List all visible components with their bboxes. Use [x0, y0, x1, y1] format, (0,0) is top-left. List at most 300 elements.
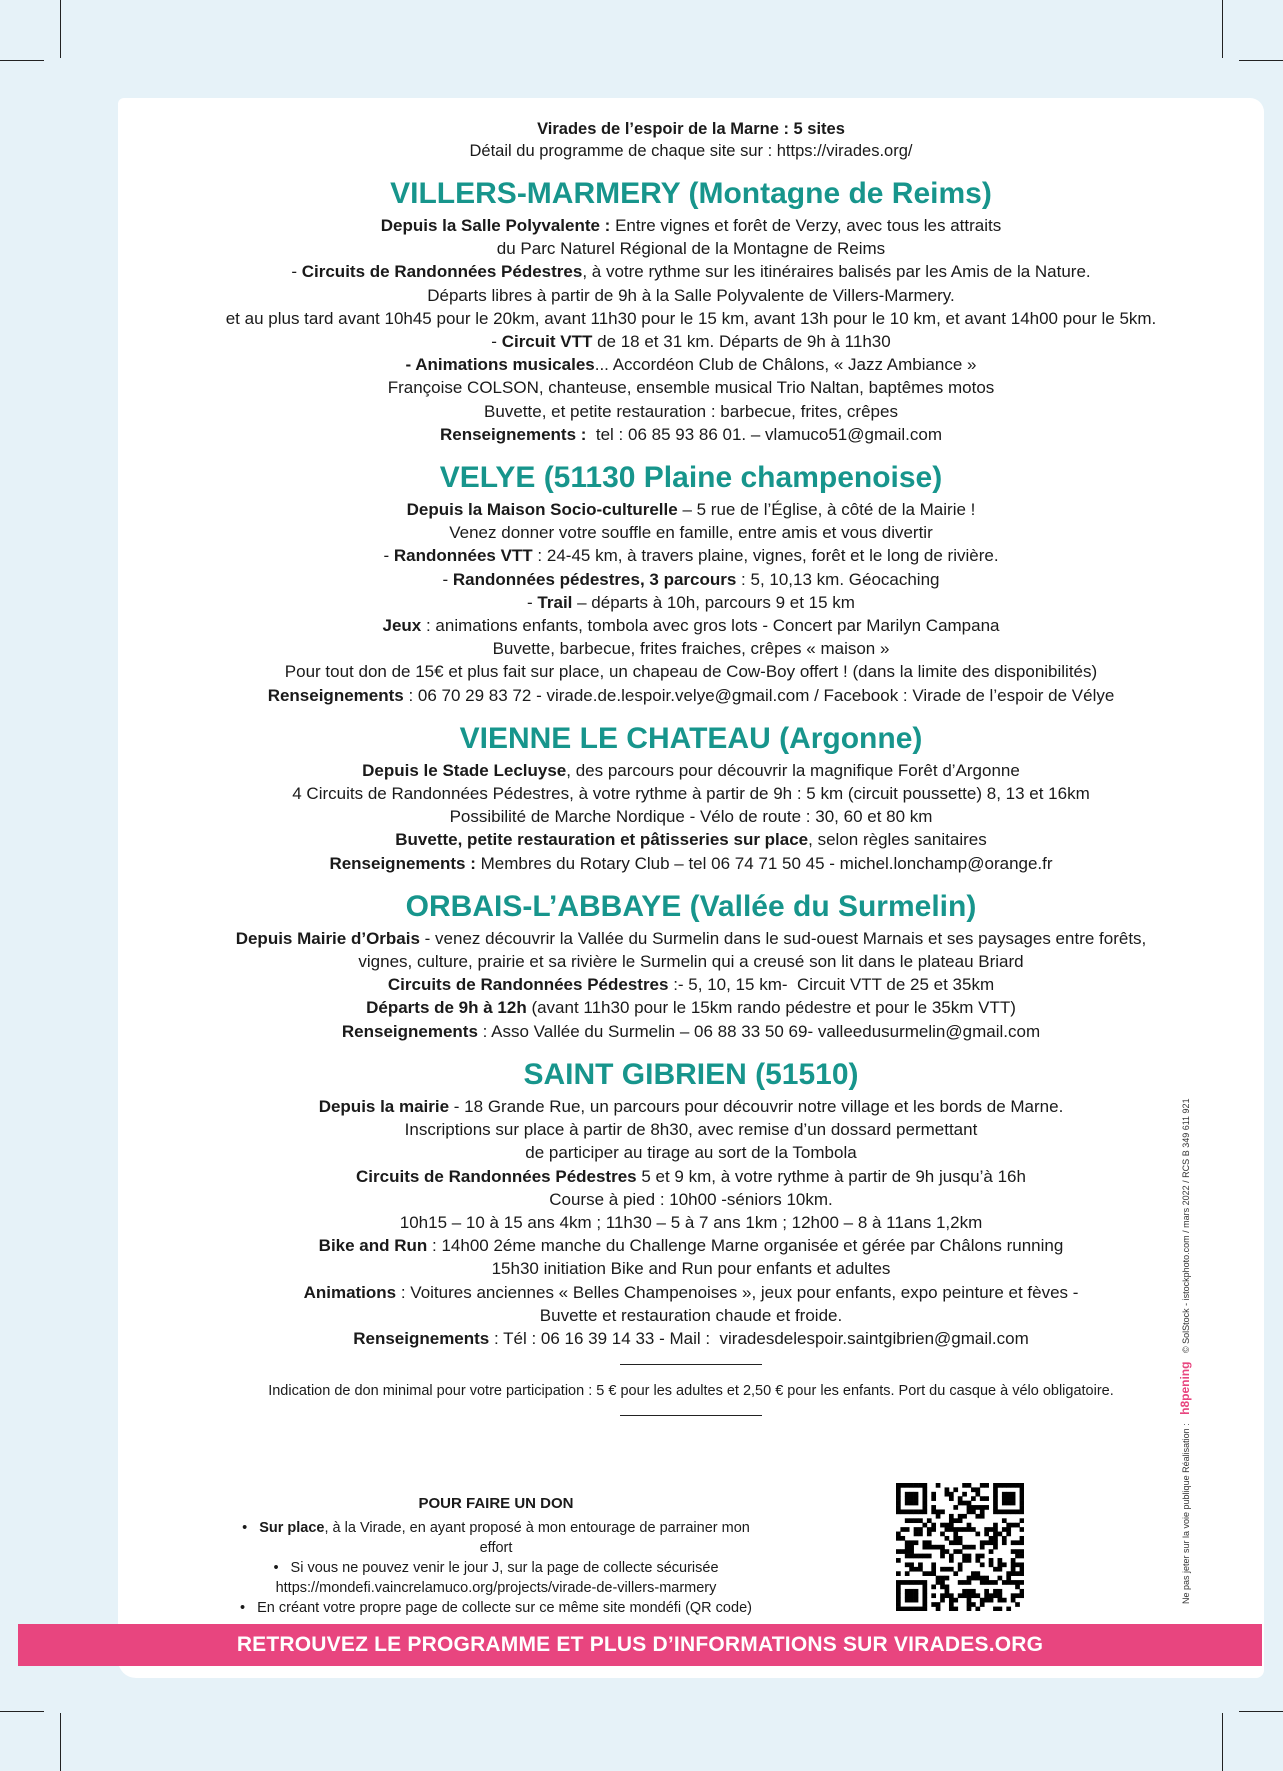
qr-module — [936, 1607, 941, 1611]
qr-module — [962, 1527, 967, 1532]
qr-module — [971, 1593, 976, 1598]
intro-heading: Virades de l’espoir de la Marne : 5 sites — [537, 120, 845, 138]
line-text: Buvette, barbecue, frites fraiches, crêpes « maison » — [492, 639, 890, 659]
line-text: : 24-45 km, à travers plaine, vignes, forêt et le long de rivière. — [532, 546, 999, 566]
qr-module — [1006, 1576, 1011, 1581]
qr-module — [967, 1483, 972, 1488]
qr-module — [922, 1501, 927, 1506]
qr-module — [909, 1607, 914, 1611]
site-line — [128, 1257, 1254, 1280]
qr-module — [1015, 1571, 1020, 1576]
qr-module — [922, 1571, 927, 1576]
crop-mark — [1222, 0, 1223, 58]
divider — [620, 1364, 762, 1365]
qr-module — [984, 1593, 989, 1598]
qr-module — [922, 1589, 927, 1594]
qr-module — [1015, 1602, 1020, 1607]
crop-mark — [1222, 1713, 1223, 1771]
qr-module — [909, 1501, 914, 1506]
qr-module — [980, 1598, 985, 1603]
qr-module — [1015, 1549, 1020, 1554]
qr-module — [914, 1540, 919, 1545]
banner-text: RETROUVEZ LE PROGRAMME ET PLUS D’INFORMATIONS SUR VIRADES.ORG — [236, 1633, 1044, 1656]
line-label: Circuits de Randonnées Pédestres — [301, 262, 583, 282]
qr-module — [953, 1536, 958, 1541]
qr-module — [900, 1607, 905, 1611]
qr-module — [927, 1540, 932, 1545]
qr-module — [989, 1593, 994, 1598]
qr-module — [896, 1487, 901, 1492]
qr-module — [1020, 1487, 1024, 1492]
qr-module — [1011, 1509, 1016, 1514]
qr-module — [971, 1589, 976, 1594]
donation-note: Indication de don minimal pour votre participation : 5 € pour les adultes et 2,50 € pour les enfants. Port du casque à vélo obligatoire. — [268, 1383, 1114, 1400]
crop-mark — [1239, 1711, 1283, 1712]
qr-module — [1011, 1549, 1016, 1554]
qr-module — [975, 1593, 980, 1598]
qr-module — [958, 1536, 963, 1541]
qr-module — [949, 1554, 954, 1559]
qr-module — [909, 1598, 914, 1603]
qr-module — [909, 1509, 914, 1514]
line-text: 10h15 – 10 à 15 ans 4km ; 11h30 – 5 à 7 ans 1km ; 12h00 – 8 à 11ans 1,2km — [399, 1212, 983, 1232]
qr-module — [953, 1487, 958, 1492]
qr-module — [980, 1580, 985, 1585]
qr-module — [914, 1532, 919, 1537]
qr-module — [962, 1483, 967, 1488]
sites-list — [128, 176, 1254, 1350]
line-label: Animations — [303, 1282, 397, 1302]
line-label: Depuis le Stade Lecluyse — [362, 760, 567, 780]
crop-mark — [1239, 60, 1283, 61]
qr-module — [896, 1585, 901, 1590]
qr-module — [945, 1527, 950, 1532]
qr-module — [962, 1554, 967, 1559]
qr-module — [945, 1576, 950, 1581]
qr-module — [998, 1558, 1003, 1563]
qr-module — [896, 1536, 901, 1541]
qr-module — [940, 1549, 945, 1554]
qr-module — [914, 1527, 919, 1532]
qr-module — [940, 1509, 945, 1514]
qr-module — [971, 1487, 976, 1492]
line-label: Depuis la Maison Socio-culturelle — [406, 500, 678, 520]
qr-module — [993, 1545, 998, 1550]
qr-module — [922, 1554, 927, 1559]
qr-module — [945, 1492, 950, 1497]
qr-module — [914, 1483, 919, 1488]
crop-mark — [0, 1711, 44, 1712]
line-text: et au plus tard avant 10h45 pour le 20km, avant 11h30 pour le 15 km, avant 13h pour le 10 km, et avant 14h00 pour le 5km. — [225, 308, 1157, 328]
line-label: Depuis la mairie — [318, 1096, 450, 1116]
qr-module — [1011, 1593, 1016, 1598]
qr-module — [958, 1514, 963, 1519]
line-text: :- 5, 10, 15 km- Circuit VTT de 25 et 35km — [668, 975, 995, 995]
qr-module — [953, 1598, 958, 1603]
qr-module — [927, 1571, 932, 1576]
qr-module — [909, 1554, 914, 1559]
line-text: , à votre rythme sur les itinéraires balisés par les Amis de la Nature. — [582, 262, 1091, 282]
line-text: 4 Circuits de Randonnées Pédestres, à votre rythme à partir de 9h : 5 km (circuit poussette) 8, 13 et 16km — [292, 784, 1090, 804]
qr-module — [953, 1540, 958, 1545]
qr-module — [940, 1598, 945, 1603]
qr-module — [949, 1593, 954, 1598]
qr-module — [927, 1518, 932, 1523]
qr-module — [980, 1540, 985, 1545]
qr-module — [975, 1487, 980, 1492]
side-text-left: Ne pas jeter sur la voie publique Réalisation : — [1181, 1423, 1191, 1604]
line-text: Buvette et restauration chaude et froide. — [539, 1305, 843, 1325]
qr-module — [953, 1518, 958, 1523]
donation-item-bold: Sur place — [259, 1520, 325, 1536]
qr-module — [905, 1554, 910, 1559]
line-text: Course à pied : 10h00 -séniors 10km. — [549, 1189, 833, 1209]
qr-module — [900, 1549, 905, 1554]
qr-module — [962, 1558, 967, 1563]
qr-module — [909, 1562, 914, 1567]
qr-module — [905, 1509, 910, 1514]
qr-module — [1006, 1496, 1011, 1501]
qr-module — [967, 1505, 972, 1510]
qr-module — [980, 1602, 985, 1607]
qr-module — [905, 1545, 910, 1550]
qr-module — [909, 1580, 914, 1585]
line-text: – 5 rue de l’Église, à côté de la Mairie ! — [677, 500, 976, 520]
line-text: 15h30 initiation Bike and Run pour enfants et adultes — [491, 1259, 891, 1279]
line-text: Possibilité de Marche Nordique - Vélo de route : 30, 60 et 80 km — [449, 807, 933, 827]
qr-module — [896, 1483, 901, 1488]
qr-module — [896, 1602, 901, 1607]
qr-module — [931, 1527, 936, 1532]
qr-module — [922, 1540, 927, 1545]
qr-module — [993, 1501, 998, 1506]
qr-module — [1020, 1554, 1024, 1559]
qr-module — [936, 1483, 941, 1488]
site-line — [128, 614, 1254, 637]
qr-module — [922, 1505, 927, 1510]
qr-module — [975, 1514, 980, 1519]
qr-module — [905, 1527, 910, 1532]
qr-module — [967, 1576, 972, 1581]
qr-module — [949, 1518, 954, 1523]
qr-module — [931, 1562, 936, 1567]
qr-module — [975, 1532, 980, 1537]
qr-module — [1020, 1580, 1024, 1585]
qr-module — [998, 1562, 1003, 1567]
qr-module — [989, 1562, 994, 1567]
qr-module — [905, 1492, 910, 1497]
qr-module — [909, 1492, 914, 1497]
site-section — [128, 889, 1254, 1043]
line-prefix: - — [291, 262, 302, 282]
qr-module — [1002, 1562, 1007, 1567]
qr-module — [905, 1593, 910, 1598]
qr-module — [953, 1505, 958, 1510]
donation-title: POUR FAIRE UN DON — [418, 1495, 574, 1512]
donation-link[interactable]: https://mondefi.vaincrelamuco.org/projects/virade-de-villers-marmery — [275, 1580, 717, 1596]
qr-module — [909, 1540, 914, 1545]
qr-module — [998, 1532, 1003, 1537]
qr-module — [989, 1598, 994, 1603]
qr-module — [984, 1505, 989, 1510]
qr-module — [896, 1549, 901, 1554]
qr-module — [922, 1602, 927, 1607]
site-line — [128, 544, 1254, 567]
qr-module — [1020, 1492, 1024, 1497]
qr-module — [1006, 1483, 1011, 1488]
qr-module — [949, 1602, 954, 1607]
qr-module — [1002, 1598, 1007, 1603]
line-text: : Tél : 06 16 39 14 33 - Mail : viradesdelespoir.saintgibrien@gmail.com — [489, 1328, 1029, 1348]
line-label: Renseignements : — [329, 853, 476, 873]
site-line — [128, 1165, 1254, 1188]
qr-module — [949, 1527, 954, 1532]
qr-module — [1015, 1585, 1020, 1590]
qr-module — [940, 1545, 945, 1550]
qr-module — [1002, 1501, 1007, 1506]
line-text: de participer au tirage au sort de la Tombola — [525, 1143, 857, 1163]
qr-module — [967, 1527, 972, 1532]
qr-module — [1002, 1527, 1007, 1532]
qr-module — [1020, 1505, 1024, 1510]
donation-item — [236, 1598, 756, 1618]
qr-module — [958, 1593, 963, 1598]
qr-module — [1011, 1558, 1016, 1563]
qr-module — [1002, 1492, 1007, 1497]
site-line — [128, 759, 1254, 782]
qr-module — [1020, 1549, 1024, 1554]
qr-module — [940, 1567, 945, 1572]
qr-module — [975, 1554, 980, 1559]
crop-mark — [0, 60, 44, 61]
line-label: Bike and Run — [318, 1236, 428, 1256]
qr-module — [958, 1527, 963, 1532]
qr-module — [1002, 1496, 1007, 1501]
qr-module — [1002, 1540, 1007, 1545]
qr-module — [914, 1492, 919, 1497]
qr-module — [949, 1598, 954, 1603]
qr-module — [936, 1545, 941, 1550]
qr-module — [980, 1554, 985, 1559]
qr-module — [998, 1607, 1003, 1611]
qr-module — [896, 1598, 901, 1603]
crop-mark — [60, 0, 61, 58]
qr-module — [958, 1496, 963, 1501]
qr-module — [918, 1554, 923, 1559]
qr-module — [975, 1576, 980, 1581]
program-content — [128, 118, 1254, 1416]
qr-module — [984, 1496, 989, 1501]
qr-module — [1006, 1509, 1011, 1514]
qr-module — [945, 1567, 950, 1572]
qr-module — [1020, 1540, 1024, 1545]
qr-module — [896, 1501, 901, 1506]
line-text: Membres du Rotary Club – tel 06 74 71 50 45 - michel.lonchamp@orange.fr — [475, 853, 1053, 873]
qr-module — [971, 1496, 976, 1501]
qr-module — [989, 1536, 994, 1541]
qr-module — [905, 1598, 910, 1603]
site-section — [128, 721, 1254, 875]
line-text: de 18 et 31 km. Départs de 9h à 11h30 — [592, 332, 891, 352]
line-text: , selon règles sanitaires — [808, 830, 987, 850]
qr-module — [945, 1589, 950, 1594]
site-title: VIENNE LE CHATEAU (Argonne) — [459, 721, 923, 755]
line-text: tel : 06 85 93 86 01. – vlamuco51@gmail.com — [586, 424, 942, 444]
qr-module — [967, 1554, 972, 1559]
qr-module — [975, 1607, 980, 1611]
qr-module — [1020, 1509, 1024, 1514]
qr-module — [989, 1527, 994, 1532]
site-section — [128, 1057, 1254, 1350]
qr-module — [914, 1593, 919, 1598]
line-text: : Asso Vallée du Surmelin – 06 88 33 50 69- valleedusurmelin@gmail.com — [477, 1021, 1041, 1041]
qr-module — [905, 1540, 910, 1545]
qr-module — [900, 1509, 905, 1514]
qr-module — [918, 1532, 923, 1537]
qr-module — [1015, 1562, 1020, 1567]
qr-module — [989, 1549, 994, 1554]
qr-module — [993, 1505, 998, 1510]
qr-module — [936, 1580, 941, 1585]
site-title: VELYE (51130 Plaine champenoise) — [439, 461, 943, 495]
qr-module — [967, 1589, 972, 1594]
site-section — [128, 176, 1254, 446]
qr-module — [914, 1607, 919, 1611]
qr-module — [1011, 1523, 1016, 1528]
line-label: Depuis Mairie d’Orbais — [235, 928, 420, 948]
qr-module — [975, 1505, 980, 1510]
qr-module — [971, 1602, 976, 1607]
qr-module — [909, 1545, 914, 1550]
qr-module — [922, 1487, 927, 1492]
qr-module — [927, 1545, 932, 1550]
qr-module — [984, 1532, 989, 1537]
qr-module — [940, 1585, 945, 1590]
line-label: Circuits de Randonnées Pédestres — [356, 1166, 637, 1186]
qr-module — [949, 1567, 954, 1572]
qr-module — [909, 1567, 914, 1572]
qr-module — [918, 1509, 923, 1514]
site-line — [128, 400, 1254, 423]
qr-module — [909, 1483, 914, 1488]
qr-module — [900, 1580, 905, 1585]
intro-subheading: Détail du programme de chaque site sur : https://virades.org/ — [469, 142, 913, 160]
qr-module — [984, 1576, 989, 1581]
site-line — [128, 237, 1254, 260]
qr-module — [945, 1536, 950, 1541]
qr-module — [918, 1562, 923, 1567]
line-text: Pour tout don de 15€ et plus fait sur place, un chapeau de Cow-Boy offert ! (dans la limite des disponibilités) — [284, 662, 1098, 682]
qr-module — [993, 1509, 998, 1514]
qr-module — [975, 1492, 980, 1497]
line-label: Renseignements — [341, 1021, 478, 1041]
line-text: - 18 Grande Rue, un parcours pour découvrir notre village et les bords de Marne. — [449, 1096, 1064, 1116]
site-line — [128, 307, 1254, 330]
qr-module — [989, 1540, 994, 1545]
line-text: Buvette, et petite restauration : barbecue, frites, crêpes — [484, 401, 898, 421]
qr-module — [900, 1527, 905, 1532]
qr-module — [1011, 1501, 1016, 1506]
qr-module — [1020, 1536, 1024, 1541]
site-line — [128, 498, 1254, 521]
qr-module — [984, 1540, 989, 1545]
qr-module — [896, 1580, 901, 1585]
qr-module — [1011, 1598, 1016, 1603]
qr-module — [931, 1593, 936, 1598]
qr-module — [1015, 1523, 1020, 1528]
qr-module — [918, 1607, 923, 1611]
qr-module — [953, 1571, 958, 1576]
qr-module — [905, 1483, 910, 1488]
qr-module — [953, 1549, 958, 1554]
qr-module — [958, 1540, 963, 1545]
qr-module — [1006, 1532, 1011, 1537]
qr-module — [1006, 1580, 1011, 1585]
qr-code-icon[interactable] — [896, 1483, 1024, 1611]
qr-module — [936, 1514, 941, 1519]
line-prefix: - — [491, 332, 502, 352]
qr-module — [1002, 1509, 1007, 1514]
qr-module — [922, 1523, 927, 1528]
qr-module — [922, 1593, 927, 1598]
footer-banner[interactable] — [18, 1624, 1262, 1666]
qr-module — [896, 1571, 901, 1576]
qr-module — [980, 1514, 985, 1519]
donation-item-text: Si vous ne pouvez venir le jour J, sur la page de collecte sécurisée — [290, 1560, 719, 1576]
qr-module — [1002, 1518, 1007, 1523]
qr-module — [905, 1589, 910, 1594]
qr-module — [993, 1523, 998, 1528]
qr-module — [940, 1532, 945, 1537]
site-line — [128, 927, 1254, 950]
qr-module — [922, 1496, 927, 1501]
site-line — [128, 1211, 1254, 1234]
donation-item — [236, 1558, 756, 1578]
intro — [128, 118, 1254, 162]
site-line — [128, 568, 1254, 591]
qr-module — [922, 1580, 927, 1585]
qr-module — [1002, 1483, 1007, 1488]
qr-module — [905, 1549, 910, 1554]
qr-module — [1020, 1567, 1024, 1572]
qr-module — [984, 1527, 989, 1532]
line-label: Départs de 9h à 12h — [366, 998, 527, 1018]
qr-module — [931, 1509, 936, 1514]
qr-module — [905, 1518, 910, 1523]
qr-module — [962, 1545, 967, 1550]
qr-module — [922, 1585, 927, 1590]
qr-module — [953, 1532, 958, 1537]
qr-module — [962, 1589, 967, 1594]
qr-module — [971, 1505, 976, 1510]
qr-module — [931, 1505, 936, 1510]
qr-module — [1011, 1540, 1016, 1545]
qr-module — [1011, 1492, 1016, 1497]
qr-module — [940, 1576, 945, 1581]
line-label: Randonnées VTT — [393, 546, 533, 566]
qr-module — [949, 1607, 954, 1611]
qr-module — [980, 1509, 985, 1514]
qr-module — [998, 1589, 1003, 1594]
site-line — [128, 1327, 1254, 1350]
qr-module — [1020, 1501, 1024, 1506]
qr-module — [949, 1523, 954, 1528]
line-text: Entre vignes et forêt de Verzy, avec tous les attraits — [610, 216, 1002, 235]
qr-module — [945, 1593, 950, 1598]
qr-module — [958, 1562, 963, 1567]
qr-module — [998, 1483, 1003, 1488]
qr-module — [1015, 1509, 1020, 1514]
